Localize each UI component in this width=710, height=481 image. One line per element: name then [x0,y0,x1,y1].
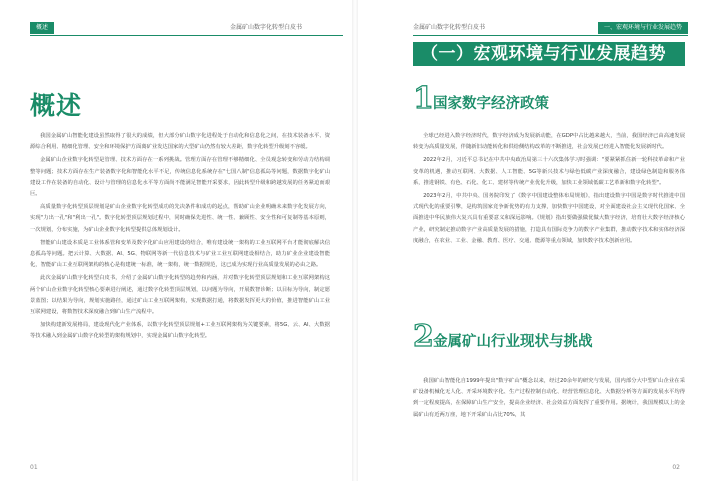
paragraph: 此次金属矿山数字化转型白皮书，介绍了金属矿山数字化转型的趋势和内涵，并对数字化转型顶层规划和工业互联网架构这两个矿山企业数字化转型核心要素进行阐述，通过数字化转型顶层规划，以问题为导向，开展数智诊断；以目标为导向，制定愿景蓝图；以结果为导向，规划实施路径，通过矿山工业互联网架构，实现数据打通，将数据发挥更大的价值，推进智能矿山工业互联网建设，将数智技术深度融合到矿山生产流程中。 [30,275,330,316]
section-number: 2 [413,319,434,354]
right-header-tag: 一、宏观环境与行业发展趋势 [598,22,688,34]
left-page-number: 01 [30,464,38,471]
overview-title: 概述 [30,91,83,120]
section2-body [413,376,685,423]
paragraph: 2023年2月，中共中央、国务院印发了《数字中国建设整体布局规划》，指出建设数字中国是数字时代推进中国式现代化的重要引擎，是构筑国家竞争新优势的有力支撑，加快数字中国建设，对全面建设社会主义现代化国家、全面推进中华民族伟大复兴具有重要意义和深远影响。《规划》指出要做强做优做大数字经济，培育壮大数字经济核心产业，研究制定推动数字产业高质量发展的措施，打造具有国际竞争力的数字产业集群，推动数字技术和实体经济深度融合，在农业、工业、金融、教育、医疗、交通、能源等重点领域，加快数字技术创新应用。 [413,193,685,244]
section-title: 国家数字经济政策 [433,96,549,112]
paragraph: 高质量数字化转型顶层规划是矿山企业数字化转型成功的先决条件和成功的起点，帮助矿山企业明确未来数字化发展方向，实现"力出一孔"和"利出一孔"。数字化转型顶层规划过程中，同时确保先进性、统一性、兼顾性、安全性和可复制等基本原则，一次规划，分布实施，为矿山企业数字化转型提供总体规划设计。 [30,204,330,233]
paragraph: 2022年2月，习近平总书记在中共中央政治局第三十六次集体学习时强调："要紧紧抓住新一轮科技革命和产业变革的机遇，推动互联网、大数据、人工智能、5G等新兴技术与绿色低碳产业深度融合，建设绿色制造和服务体系，推进钢铁、有色、石化、化工、建材等传统产业优化升级，加快工业领域低碳工艺革新和数字化转型"。 [413,157,685,186]
left-header-rule [30,35,343,36]
paragraph: 智能矿山建设本质是工业体系管和变革及数字化矿山应用建设的结合，唯有建设统一架构的工业互联网平台才能彻底解决信息孤岛等问题。把云计算、大数据、AI、5G、物联网等新一代信息技术与矿业工业互联网建设相结合，助力矿业企业建设智能化，智能矿山工业互联网架构的核心是构建统一标准，统一架构，统一数据规范，这已成为实现行业高质量发展的必由之路。 [30,239,330,269]
paragraph: 全球已经进入数字经济时代，数字经济成为发展新动能，在GDP中占比越来越大，当前，我国经济已由高速发展转变为高质量发展，伴随新旧动能转化和供给侧结构改革的不断推进，社会发展已经进入智能化发展新时代。 [413,133,685,151]
right-header-rule [413,35,688,36]
section1-body [413,131,685,249]
paragraph: 金属矿山企业数字化转型是管理、技术方面存在一系列挑战。管理方面存在管理不够精细化、全员观念转变和劳动力结构调整等问题；技术方面存在生产装备数字化和智能化水平不足，传统信息化系统存在"七国八制"信息孤岛等问题，数据数字化矿山建设工作在装备的自动化、设计与管理的信息化水平等方面尚不能满足智能开采要求，因此转型升级和跨越发展的任务紧迫而艰巨。 [30,157,330,198]
paragraph: 我国金属矿山智能化建设虽然取得了很大的成绩，但大部分矿山数字化进程处于自动化和信息化之间，在技术装备水平、资源综合利用、精细化管理、安全和环境保护方面离矿业发达国家的大型矿山仍然有较大差距，数字化转型升级刻不容缓。 [30,133,330,151]
right-header-title: 金属矿山数字化转型白皮书 [413,24,486,31]
section-number: 1 [413,81,434,116]
right-page-number: 02 [672,464,680,471]
book-gutter [352,0,358,481]
section-title: 金属矿山行业现状与挑战 [433,334,593,350]
paragraph: 我国矿山智能化自1999年提出"数字矿山"概念以来，经过20余年的研究与发展，国内部分大中型矿山企业在采矿设备机械化无人化、开采环境数字化、生产过程控制自动化、经营管理信息化、大数据分析等方面的发展水平均得到一定程度提高，在保障矿山生产安全，提高企业经济、社会效益方面发挥了重要作用。据统计，我国规模以上的金属矿山有近两万座，地下开采矿山占比70%，其 [413,378,685,418]
chapter-banner: （一）宏观环境与行业发展趋势 [413,42,685,66]
paragraph: 加快构建新发展格局，建设现代化产业体系，以数字化转型顶层规划+工业互联网架构为关键要素，将5G、云、AI、大数据等技术融入到金属矿山数字化转型的架构规划中，实现金属矿山数字化转型。 [30,322,330,340]
left-header-title: 金属矿山数字化转型白皮书 [230,24,303,31]
overview-body [30,131,330,345]
right-page [355,0,710,481]
left-header-tag: 概述 [30,22,54,34]
